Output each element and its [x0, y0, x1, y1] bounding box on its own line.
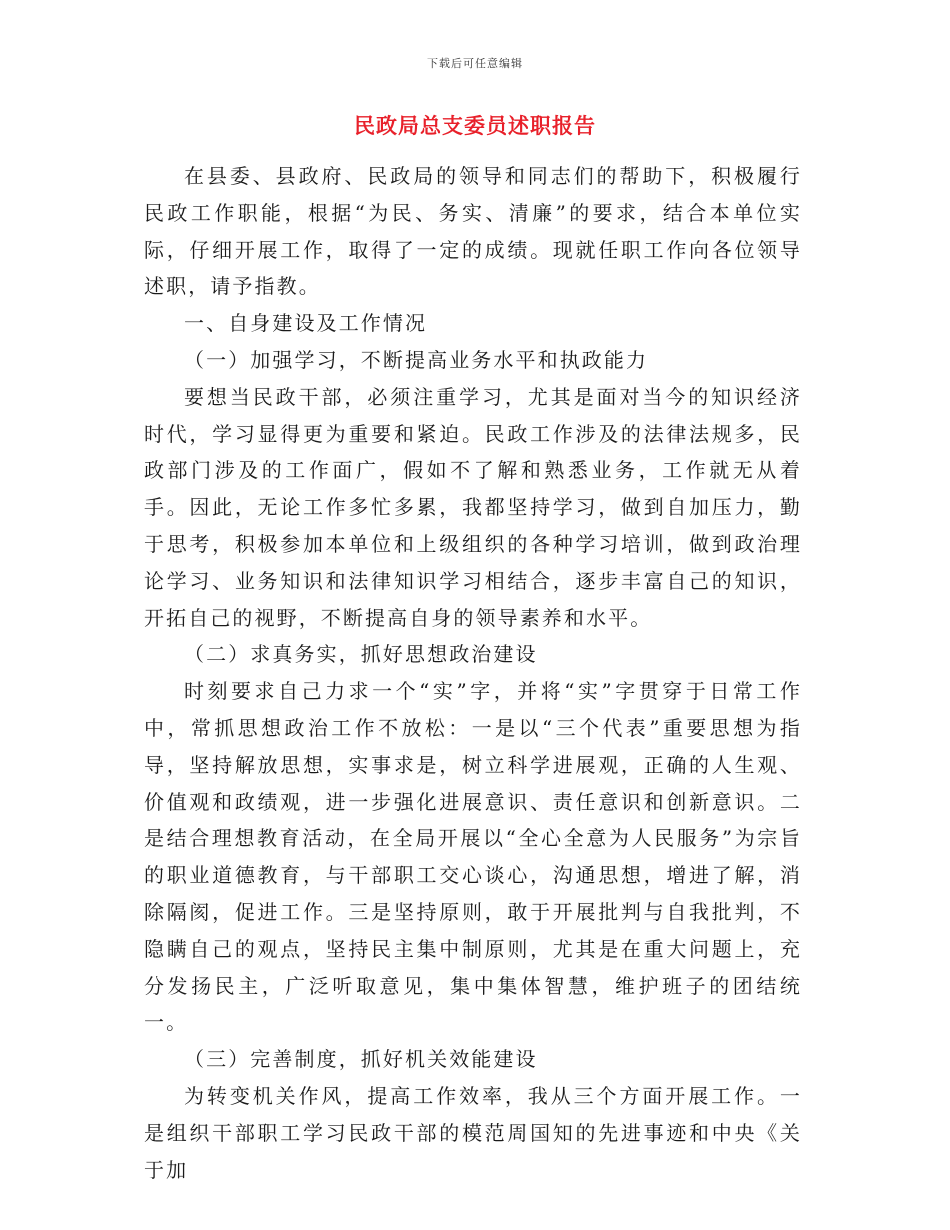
- document-title: 民政局总支委员述职报告: [354, 113, 596, 138]
- paragraph-efficiency: 为转变机关作风，提高工作效率，我从三个方面开展工作。一是组织干部职工学习民政干部的模范周国知的先进事迹和中央《关于加: [144, 1083, 802, 1182]
- paragraph-intro: 在县委、县政府、民政局的领导和同志们的帮助下，积极履行民政工作职能，根据“为民、务实、清廉”的要求，结合本单位实际，仔细开展工作，取得了一定的成绩。现就任职工作向各位领导述职，请予指教。: [144, 164, 802, 299]
- subsection-heading-2: （二）求真务实，抓好思想政治建设: [184, 642, 538, 667]
- page-header-note: 下载后可任意编辑: [427, 57, 523, 70]
- subsection-heading-3: （三）完善制度，抓好机关效能建设: [184, 1047, 538, 1072]
- paragraph-study: 要想当民政干部，必须注重学习，尤其是面对当今的知识经济时代，学习显得更为重要和紧迫。民政工作涉及的法律法规多，民政部门涉及的工作面广，假如不了解和熟悉业务，工作就无从着手。因此，无论工作多忙多累，我都坚持学习，做到自加压力，勤于思考，积极参加本单位和上级组织的各种学习培训，做到政治理论学习、业务知识和法律知识学习相结合，逐步丰富自己的知识，开拓自己的视野，不断提高自身的领导素养和水平。: [144, 384, 802, 630]
- document-body: [144, 158, 802, 1188]
- section-heading-1: 一、自身建设及工作情况: [184, 311, 428, 336]
- subsection-heading-1: （一）加强学习，不断提高业务水平和执政能力: [184, 347, 649, 372]
- paragraph-political: 时刻要求自己力求一个“实”字，并将“实”字贯穿于日常工作中，常抓思想政治工作不放松：一是以“三个代表”重要思想为指导，坚持解放思想，实事求是，树立科学进展观，正确的人生观、价值观和政绩观，进一步强化进展意识、责任意识和创新意识。二是结合理想教育活动，在全局开展以“全心全意为人民服务”为宗旨的职业道德教育，与干部职工交心谈心，沟通思想，增进了解，消除隔阂，促进工作。三是坚持原则，敢于开展批判与自我批判，不隐瞒自己的观点，坚持民主集中制原则，尤其是在重大问题上，充分发扬民主，广泛听取意见，集中集体智慧，维护班子的团结统一。: [144, 679, 802, 1035]
